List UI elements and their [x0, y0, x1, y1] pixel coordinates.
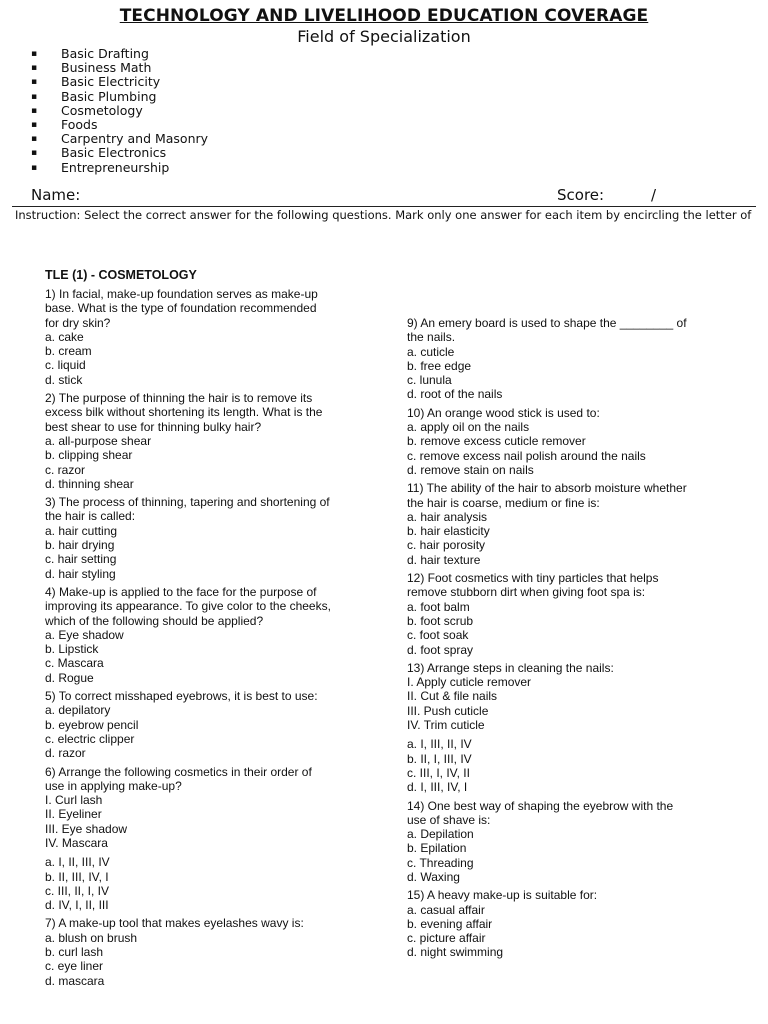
answer-option[interactable]: b. free edge	[407, 358, 472, 373]
questions-right-column	[407, 316, 737, 964]
answer-option[interactable]: c. razor	[45, 462, 86, 477]
page-title: TECHNOLOGY AND LIVELIHOOD EDUCATION COVERAGE	[119, 6, 649, 26]
answer-option[interactable]: b. evening affair	[407, 916, 493, 931]
question-text: 5) To correct misshaped eyebrows, it is best to use:	[45, 689, 318, 704]
question-text: 11) The ability of the hair to absorb moisture whether the hair is coarse, medium or fine is:	[407, 481, 687, 510]
page-subtitle: Field of Specialization	[297, 27, 471, 46]
question-item	[45, 585, 375, 685]
specialization-item	[31, 146, 208, 160]
answer-option[interactable]: d. foot spray	[407, 642, 474, 657]
answer-option[interactable]: c. Mascara	[45, 656, 104, 671]
answer-option[interactable]: b. cream	[45, 344, 92, 359]
question-step-item: II. Cut & file nails	[407, 689, 498, 704]
question-item	[45, 689, 375, 760]
square-bullet-icon: ▪	[31, 134, 38, 145]
answer-option[interactable]: a. I, III, II, IV	[407, 737, 472, 752]
question-step-item: IV. Trim cuticle	[407, 718, 485, 733]
answer-option[interactable]: d. hair texture	[407, 552, 481, 567]
question-text: 1) In facial, make-up foundation serves as make-up base. What is the type of foundation recommended for dry skin?	[45, 287, 318, 330]
specialization-label: Foods	[61, 116, 98, 132]
answer-option[interactable]: b. clipping shear	[45, 448, 133, 463]
answer-option[interactable]: c. lunula	[407, 373, 452, 388]
answer-option[interactable]: b. II, III, IV, I	[45, 869, 109, 884]
name-label: Name:	[31, 186, 81, 204]
answer-option[interactable]: d. Waxing	[407, 869, 460, 884]
answer-option[interactable]: a. Depilation	[407, 827, 474, 842]
answer-option[interactable]: a. casual affair	[407, 902, 485, 917]
specialization-item	[31, 161, 208, 175]
question-item	[45, 287, 375, 387]
question-item	[45, 765, 375, 913]
question-text: 9) An emery board is used to shape the ________ of the nails.	[407, 316, 687, 345]
specialization-item	[31, 132, 208, 146]
answer-option[interactable]: c. eye liner	[45, 959, 104, 974]
specialization-label: Carpentry and Masonry	[61, 131, 209, 147]
answer-option[interactable]: b. remove excess cuticle remover	[407, 434, 586, 449]
question-text: 3) The process of thinning, tapering and shortening of the hair is called:	[45, 495, 330, 524]
answer-option[interactable]: d. thinning shear	[45, 476, 134, 491]
section-title: TLE (1) - COSMETOLOGY	[45, 268, 197, 282]
answer-option[interactable]: b. eyebrow pencil	[45, 717, 139, 732]
question-item	[407, 888, 737, 959]
answer-option[interactable]: b. Lipstick	[45, 642, 99, 657]
answer-option[interactable]: d. mascara	[45, 973, 105, 988]
answer-option[interactable]: d. IV, I, II, III	[45, 898, 109, 913]
score-label: Score:	[557, 186, 605, 204]
specialization-item	[31, 118, 208, 132]
answer-option[interactable]: c. Threading	[407, 855, 474, 870]
specialization-label: Basic Electronics	[61, 145, 167, 161]
question-item	[407, 661, 737, 795]
answer-option[interactable]: a. cake	[45, 329, 84, 344]
specialization-label: Entrepreneurship	[61, 159, 170, 175]
answer-option[interactable]: c. remove excess nail polish around the nails	[407, 448, 646, 463]
answer-option[interactable]: a. apply oil on the nails	[407, 420, 530, 435]
question-step-item: III. Eye shadow	[45, 821, 128, 836]
question-text: 4) Make-up is applied to the face for the purpose of improving its appearance. To give color to the cheeks, which of the following should be applied?	[45, 584, 331, 628]
square-bullet-icon: ▪	[31, 148, 38, 159]
question-step-item: III. Push cuticle	[407, 703, 489, 718]
answer-option[interactable]: b. hair elasticity	[407, 524, 490, 539]
question-text: 2) The purpose of thinning the hair is to remove its excess bilk without shortening its length. What is the best shear to use for thinning bulky hair?	[45, 391, 323, 434]
answer-option[interactable]: d. root of the nails	[407, 387, 503, 402]
answer-option[interactable]: a. depilatory	[45, 703, 111, 718]
specialization-label: Basic Electricity	[61, 74, 161, 90]
answer-option[interactable]: c. liquid	[45, 358, 86, 373]
question-text: 12) Foot cosmetics with tiny particles that helps remove stubborn dirt when giving foot spa is:	[407, 571, 659, 600]
answer-option[interactable]: c. foot soak	[407, 628, 469, 643]
answer-option[interactable]: a. Eye shadow	[45, 627, 124, 642]
answer-option[interactable]: d. Rogue	[45, 670, 94, 685]
answer-option[interactable]: a. hair analysis	[407, 509, 488, 524]
instruction-text: Instruction: Select the correct answer for the following questions. Mark only one answer for each item by encircling the letter of	[15, 208, 752, 222]
question-item	[45, 916, 375, 987]
specialization-label: Cosmetology	[61, 102, 143, 118]
answer-option[interactable]: c. hair setting	[45, 552, 117, 567]
question-text: 15) A heavy make-up is suitable for:	[407, 888, 598, 903]
square-bullet-icon: ▪	[31, 77, 38, 88]
answer-option[interactable]: a. cuticle	[407, 344, 455, 359]
question-item	[407, 571, 737, 657]
specialization-list	[31, 47, 208, 175]
question-item	[407, 481, 737, 567]
questions-left-column	[45, 287, 375, 992]
answer-option[interactable]: d. razor	[45, 746, 86, 761]
specialization-item	[31, 75, 208, 89]
answer-option[interactable]: b. hair drying	[45, 538, 115, 553]
question-item	[407, 799, 737, 885]
question-text: 10) An orange wood stick is used to:	[407, 405, 600, 420]
square-bullet-icon: ▪	[31, 105, 38, 116]
square-bullet-icon: ▪	[31, 162, 38, 173]
answer-option[interactable]: d. remove stain on nails	[407, 462, 534, 477]
answer-option[interactable]: c. III, II, I, IV	[45, 883, 110, 898]
specialization-item	[31, 61, 208, 75]
question-text: 6) Arrange the following cosmetics in their order of use in applying make-up?	[45, 764, 312, 793]
square-bullet-icon: ▪	[31, 63, 38, 74]
answer-option[interactable]: a. I, II, III, IV	[45, 855, 110, 870]
square-bullet-icon: ▪	[31, 91, 38, 102]
name-score-row	[31, 186, 756, 206]
answer-option[interactable]: d. stick	[45, 372, 83, 387]
question-item	[407, 316, 737, 402]
specialization-label: Business Math	[61, 60, 152, 76]
answer-option[interactable]: d. night swimming	[407, 945, 504, 960]
name-underline	[12, 206, 756, 207]
question-item	[45, 391, 375, 491]
question-step-item: I. Curl lash	[45, 793, 103, 808]
answer-option[interactable]: b. foot scrub	[407, 613, 474, 628]
question-text: 13) Arrange steps in cleaning the nails:	[407, 660, 614, 675]
question-item	[45, 495, 375, 581]
question-step-item: II. Eyeliner	[45, 807, 102, 822]
answer-option[interactable]: b. Epilation	[407, 841, 467, 856]
answer-option[interactable]: c. electric clipper	[45, 731, 135, 746]
answer-option[interactable]: c. hair porosity	[407, 538, 486, 553]
question-step-item: IV. Mascara	[45, 835, 108, 850]
specialization-label: Basic Drafting	[61, 46, 149, 61]
question-item	[407, 406, 737, 477]
specialization-item	[31, 47, 208, 61]
specialization-label: Basic Plumbing	[61, 88, 157, 104]
answer-option[interactable]: c. picture affair	[407, 931, 486, 946]
answer-option[interactable]: b. curl lash	[45, 945, 104, 960]
square-bullet-icon: ▪	[31, 119, 38, 130]
square-bullet-icon: ▪	[31, 49, 38, 59]
answer-option[interactable]: a. hair cutting	[45, 523, 118, 538]
answer-option[interactable]: c. III, I, IV, II	[407, 765, 470, 780]
answer-option[interactable]: b. II, I, III, IV	[407, 751, 472, 766]
specialization-item	[31, 90, 208, 104]
answer-option[interactable]: a. blush on brush	[45, 930, 138, 945]
question-text: 14) One best way of shaping the eyebrow with the use of shave is:	[407, 798, 674, 827]
question-text: 7) A make-up tool that makes eyelashes wavy is:	[45, 916, 304, 931]
answer-option[interactable]: a. all-purpose shear	[45, 433, 152, 448]
answer-option[interactable]: d. hair styling	[45, 566, 116, 581]
answer-option[interactable]: d. I, III, IV, I	[407, 780, 468, 795]
answer-option[interactable]: a. foot balm	[407, 599, 470, 614]
score-slash: /	[651, 186, 657, 204]
question-step-item: I. Apply cuticle remover	[407, 675, 532, 690]
specialization-item	[31, 104, 208, 118]
